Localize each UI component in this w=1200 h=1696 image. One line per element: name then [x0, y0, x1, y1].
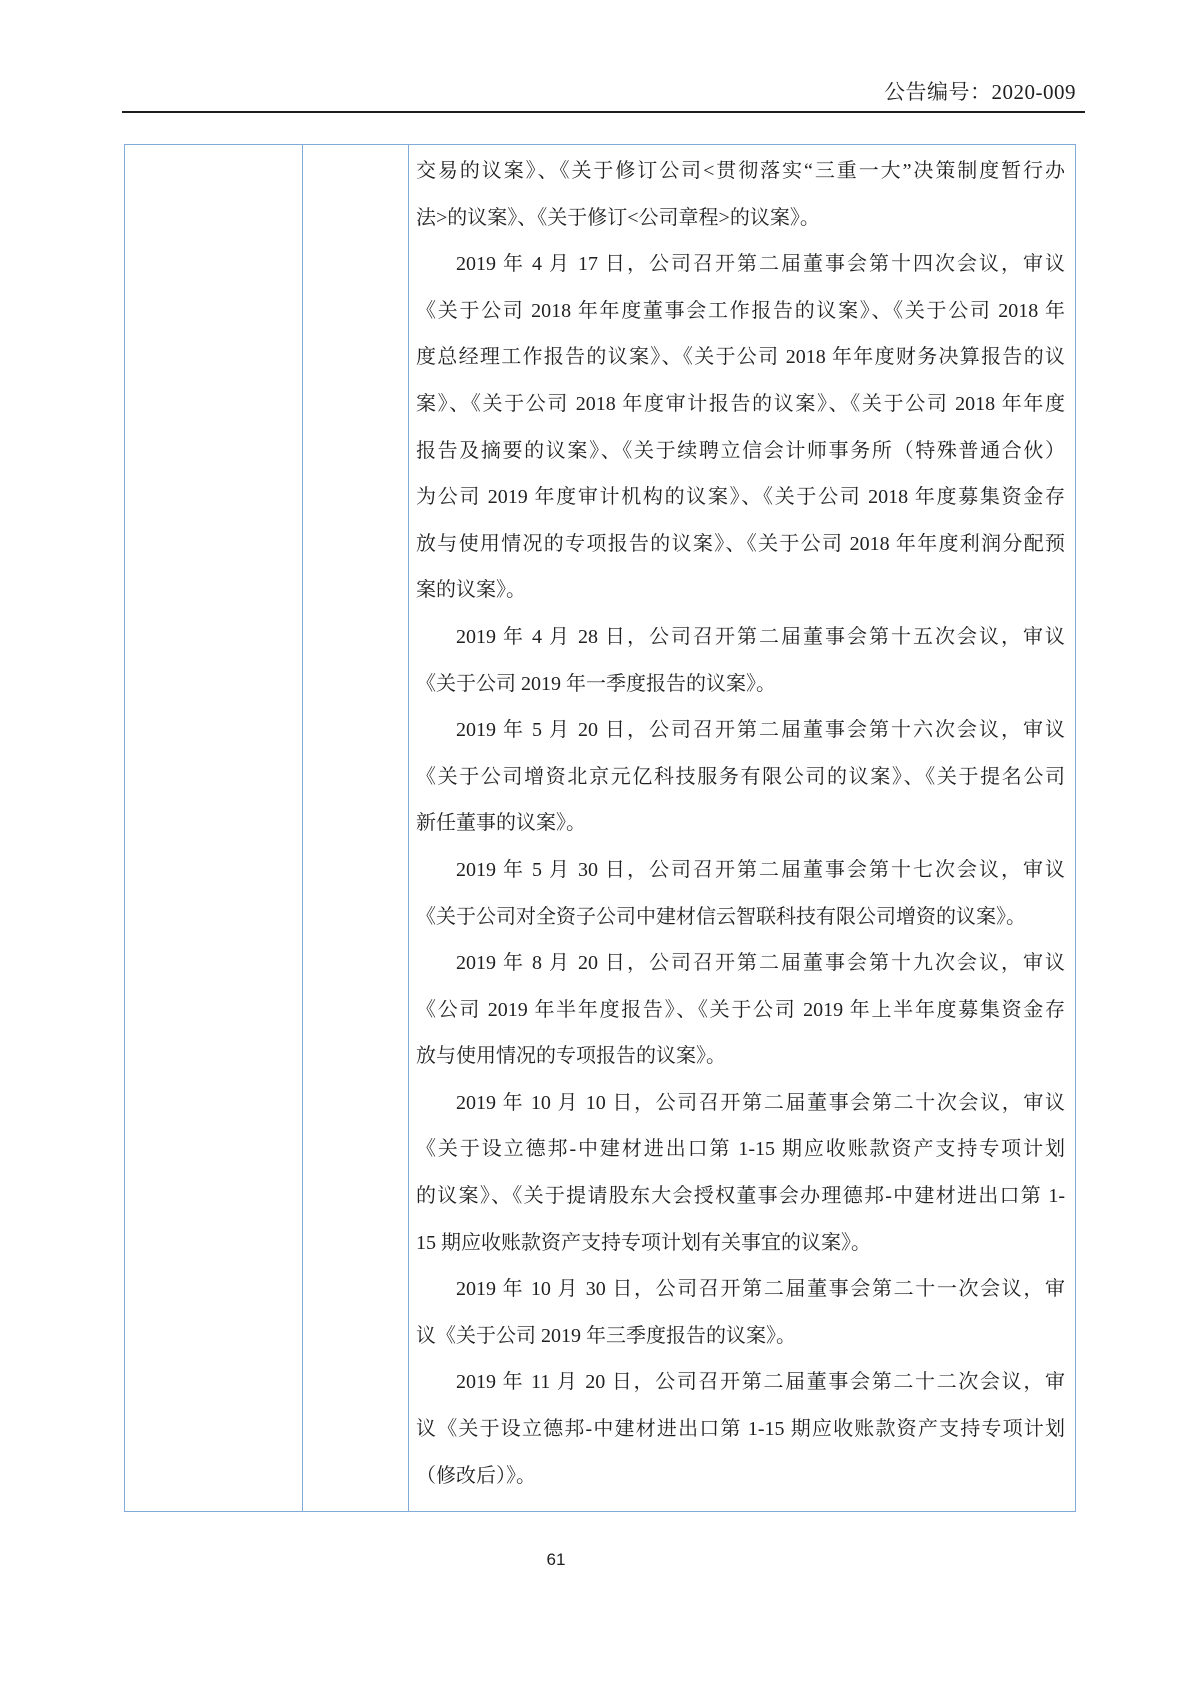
text-line: 《公司 2019 年半年度报告》、《关于公司 2019 年上半年度募集资金存 [416, 998, 1065, 1021]
text-line: 报告及摘要的议案》、《关于续聘立信会计师事务所（特殊普通合伙） [416, 439, 1065, 462]
text-line: 《关于公司 2019 年一季度报告的议案》。 [416, 672, 776, 695]
text-line: 案的议案》。 [416, 579, 526, 602]
text-line: 《关于设立德邦-中建材进出口第 1-15 期应收账款资产支持专项计划 [416, 1138, 1065, 1161]
text-line: 案》、《关于公司 2018 年度审计报告的议案》、《关于公司 2018 年年度 [416, 392, 1065, 415]
meetings-table [124, 144, 1076, 1512]
text-line: 度总经理工作报告的议案》、《关于公司 2018 年年度财务决算报告的议 [416, 346, 1065, 369]
text-line: 2019 年 11 月 20 日，公司召开第二届董事会第二十二次会议，审 [456, 1371, 1065, 1394]
text-line: 《关于公司增资北京元亿科技服务有限公司的议案》、《关于提名公司 [416, 765, 1065, 788]
text-line: 《关于公司 2018 年年度董事会工作报告的议案》、《关于公司 2018 年 [416, 299, 1065, 322]
text-line: 15 期应收账款资产支持专项计划有关事宜的议案》。 [416, 1231, 871, 1254]
text-line: 《关于公司对全资子公司中建材信云智联科技有限公司增资的议案》。 [416, 905, 1026, 928]
text-line: 法>的议案》、《关于修订<公司章程>的议案》。 [416, 206, 820, 229]
table-cell-left-empty [125, 145, 303, 1511]
table-cell-middle-empty [303, 145, 409, 1511]
text-line: 交易的议案》、《关于修订公司<贯彻落实“三重一大”决策制度暂行办 [416, 160, 1065, 182]
header-divider-rule [122, 111, 1085, 113]
text-line: 放与使用情况的专项报告的议案》、《关于公司 2018 年年度利润分配预 [416, 532, 1065, 555]
text-line: 议《关于公司 2019 年三季度报告的议案》。 [416, 1324, 796, 1347]
text-line: 新任董事的议案》。 [416, 812, 586, 835]
text-line: 2019 年 4 月 17 日，公司召开第二届董事会第十四次会议，审议 [456, 253, 1065, 276]
text-line: 2019 年 5 月 20 日，公司召开第二届董事会第十六次会议，审议 [456, 719, 1065, 742]
table-cell-content [409, 145, 1075, 1511]
text-line: 为公司 2019 年度审计机构的议案》、《关于公司 2018 年度募集资金存 [416, 486, 1065, 509]
text-line: 的议案》、《关于提请股东大会授权董事会办理德邦-中建材进出口第 1- [416, 1185, 1065, 1208]
text-line: （修改后）》。 [416, 1464, 536, 1487]
text-line: 2019 年 4 月 28 日，公司召开第二届董事会第十五次会议，审议 [456, 625, 1065, 648]
meeting-text-lines [416, 148, 1065, 1499]
text-line: 放与使用情况的专项报告的议案》。 [416, 1045, 726, 1068]
text-line: 2019 年 10 月 10 日，公司召开第二届董事会第二十次会议，审议 [456, 1091, 1065, 1114]
text-line: 2019 年 8 月 20 日，公司召开第二届董事会第十九次会议，审议 [456, 952, 1065, 975]
text-line: 2019 年 5 月 30 日，公司召开第二届董事会第十七次会议，审议 [456, 858, 1065, 881]
text-line: 2019 年 10 月 30 日，公司召开第二届董事会第二十一次会议，审 [456, 1278, 1065, 1301]
announcement-number: 公告编号：2020-009 [884, 80, 1076, 104]
text-line: 议《关于设立德邦-中建材进出口第 1-15 期应收账款资产支持专项计划 [416, 1418, 1065, 1441]
page-number: 61 [546, 1550, 566, 1569]
